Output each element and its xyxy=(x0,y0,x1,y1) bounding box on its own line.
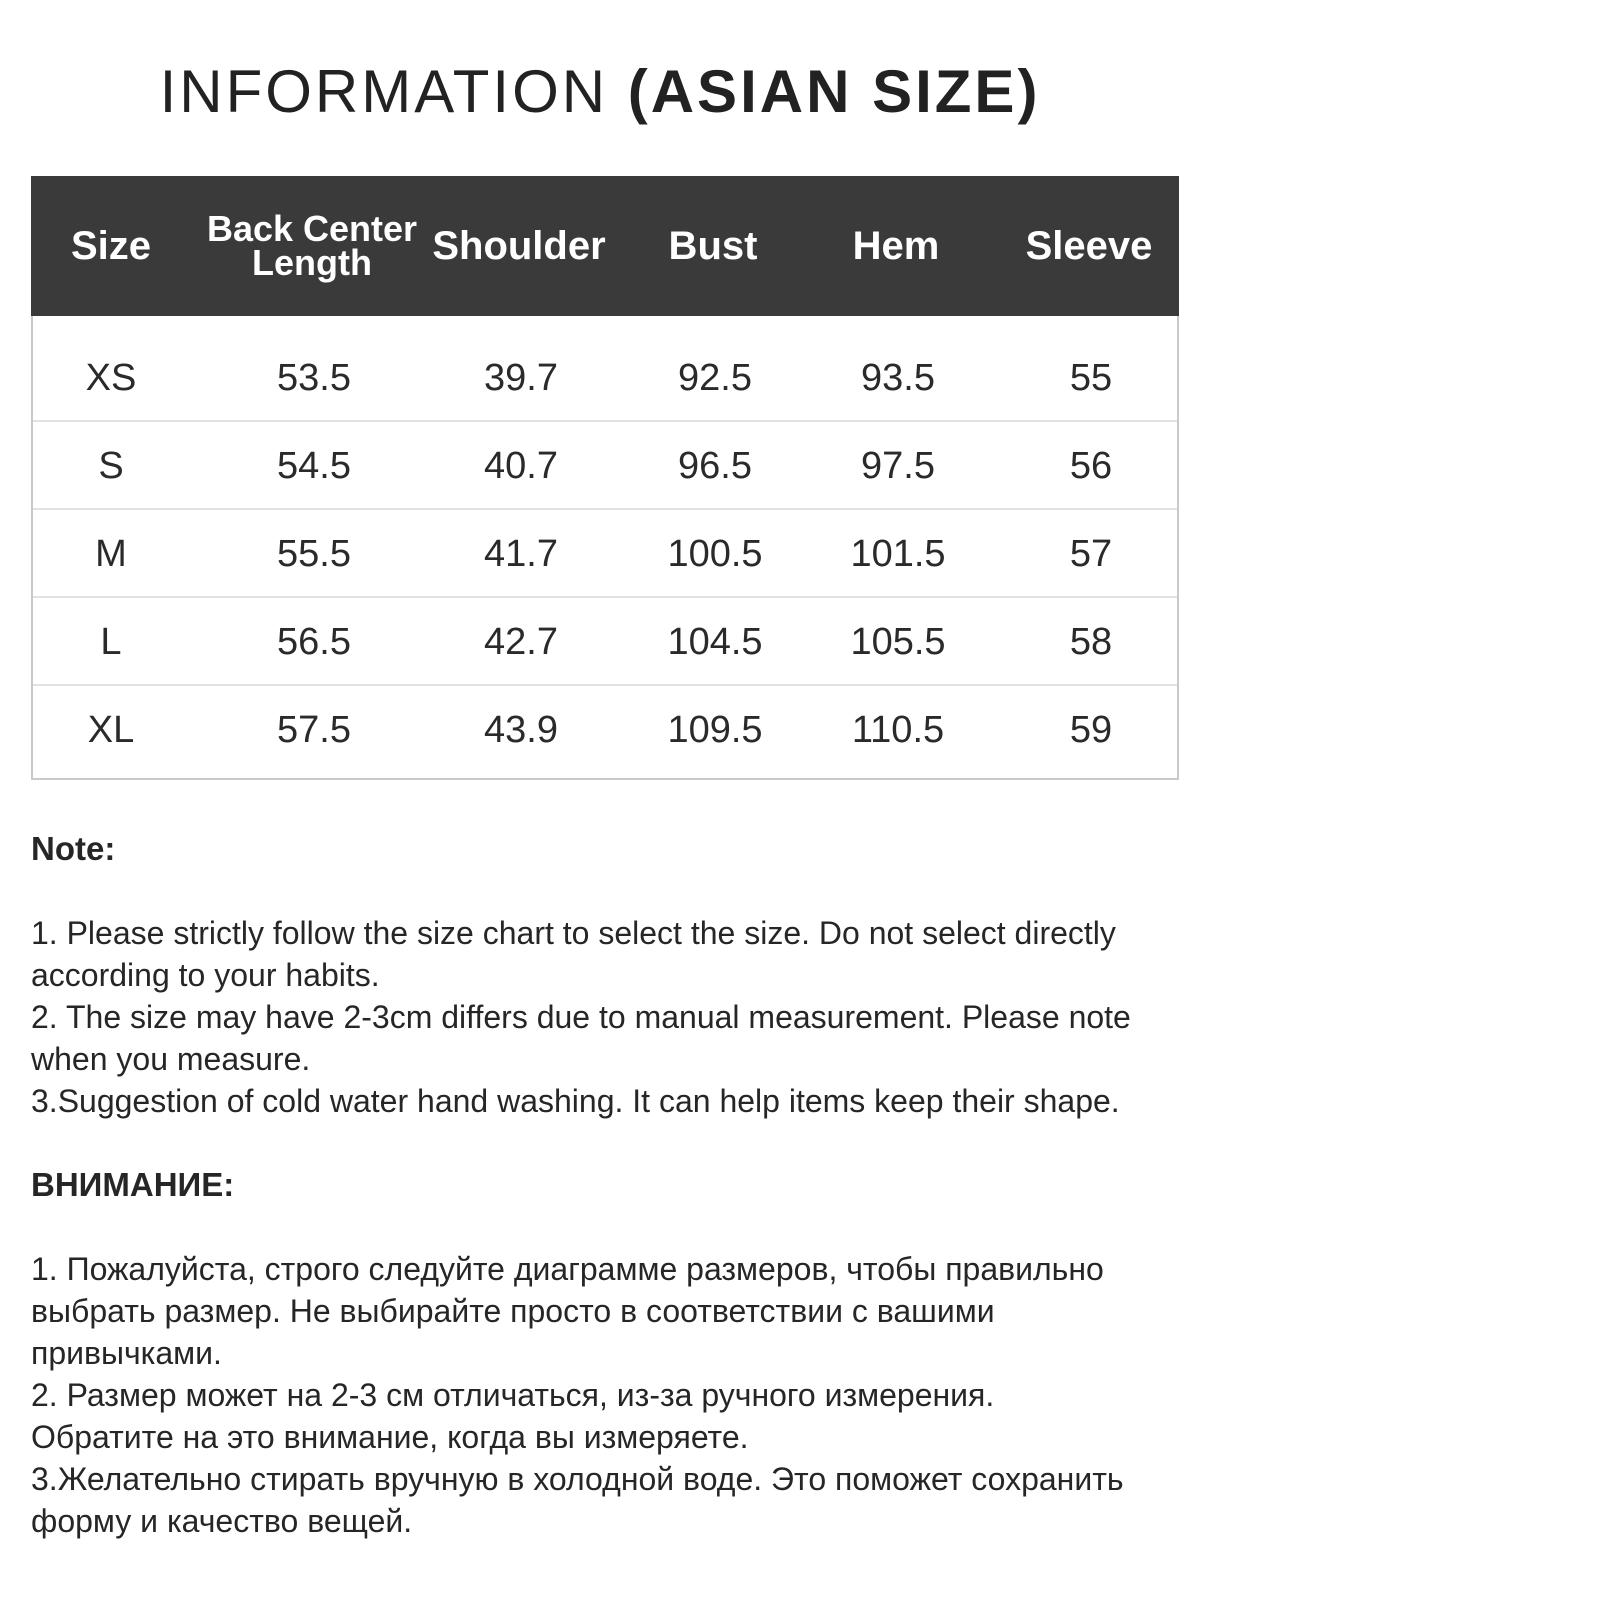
note-spacer xyxy=(31,1122,1181,1164)
cell-bust: 100.5 xyxy=(667,533,763,575)
page-title-bold: (ASIAN SIZE) xyxy=(627,58,1041,125)
cell-hem: 93.5 xyxy=(861,357,935,399)
cell-sleeve: 55 xyxy=(1069,357,1113,399)
note-en-line: 2. The size may have 2-3cm differs due to manual measurement. Please note xyxy=(31,999,1131,1035)
header-size: Size xyxy=(70,224,152,268)
note-heading-en: Note: xyxy=(31,830,116,867)
cell-hem: 101.5 xyxy=(850,533,946,575)
cell-shoulder: 42.7 xyxy=(484,621,558,663)
cell-back-center-length: 55.5 xyxy=(277,533,351,575)
table-row xyxy=(33,598,1177,686)
cell-bust: 109.5 xyxy=(667,709,763,751)
cell-back-center-length: 54.5 xyxy=(277,445,351,487)
cell-hem: 110.5 xyxy=(851,709,945,751)
note-ru-line: 3.Желательно стирать вручную в холодной воде. Это поможет сохранить xyxy=(31,1461,1124,1497)
note-spacer xyxy=(31,1206,1181,1248)
cell-sleeve: 57 xyxy=(1069,533,1113,575)
cell-size: S xyxy=(98,445,124,487)
header-sleeve: Sleeve xyxy=(1025,224,1153,268)
cell-back-center-length: 53.5 xyxy=(277,357,351,399)
cell-back-center-length: 57.5 xyxy=(277,709,351,751)
table-row xyxy=(33,686,1177,774)
note-heading-ru: ВНИМАНИЕ: xyxy=(31,1166,235,1203)
note-ru-line: форму и качество вещей. xyxy=(31,1503,413,1539)
cell-bust: 104.5 xyxy=(667,621,763,663)
header-back-center-line1: Back Center xyxy=(206,208,418,249)
cell-sleeve: 59 xyxy=(1069,709,1113,751)
note-ru-line: 2. Размер может на 2-3 см отличаться, из-за ручного измерения. xyxy=(31,1377,995,1413)
table-row xyxy=(33,334,1177,422)
cell-bust: 96.5 xyxy=(678,445,752,487)
cell-size: M xyxy=(95,533,127,575)
note-en-line: when you measure. xyxy=(31,1041,311,1077)
note-ru-line: выбрать размер. Не выбирайте просто в соответствии с вашими xyxy=(31,1293,995,1329)
cell-size: XL xyxy=(87,709,135,751)
cell-shoulder: 41.7 xyxy=(484,533,558,575)
note-en-line: according to your habits. xyxy=(31,957,380,993)
note-ru-line: 1. Пожалуйста, строго следуйте диаграмме размеров, чтобы правильно xyxy=(31,1251,1104,1287)
note-en-line: 1. Please strictly follow the size chart to select the size. Do not select directly xyxy=(31,915,1116,951)
cell-sleeve: 58 xyxy=(1069,621,1113,663)
page-title-main: INFORMATION xyxy=(159,58,628,125)
cell-shoulder: 43.9 xyxy=(484,709,558,751)
table-row xyxy=(33,422,1177,510)
cell-sleeve: 56 xyxy=(1069,445,1113,487)
header-back-center-line2: Length xyxy=(252,242,372,283)
cell-size: L xyxy=(100,621,122,663)
header-shoulder: Shoulder xyxy=(432,224,606,268)
header-hem: Hem xyxy=(852,224,940,268)
header-bust: Bust xyxy=(668,224,758,268)
cell-hem: 97.5 xyxy=(861,445,935,487)
table-header xyxy=(31,176,1179,316)
notes-section xyxy=(31,828,1181,1542)
table-row xyxy=(33,510,1177,598)
cell-shoulder: 39.7 xyxy=(484,357,558,399)
cell-back-center-length: 56.5 xyxy=(277,621,351,663)
note-ru-line: привычками. xyxy=(31,1335,222,1371)
header-back-center-length xyxy=(207,176,417,316)
size-chart-table xyxy=(31,176,1179,780)
cell-shoulder: 40.7 xyxy=(484,445,558,487)
note-en-line: 3.Suggestion of cold water hand washing. It can help items keep their shape. xyxy=(31,1083,1120,1119)
cell-hem: 105.5 xyxy=(850,621,946,663)
cell-bust: 92.5 xyxy=(678,357,752,399)
cell-size: XS xyxy=(85,357,137,399)
note-spacer xyxy=(31,870,1181,912)
page-title xyxy=(0,56,1200,128)
note-ru-line: Обратите на это внимание, когда вы измеряете. xyxy=(31,1419,749,1455)
